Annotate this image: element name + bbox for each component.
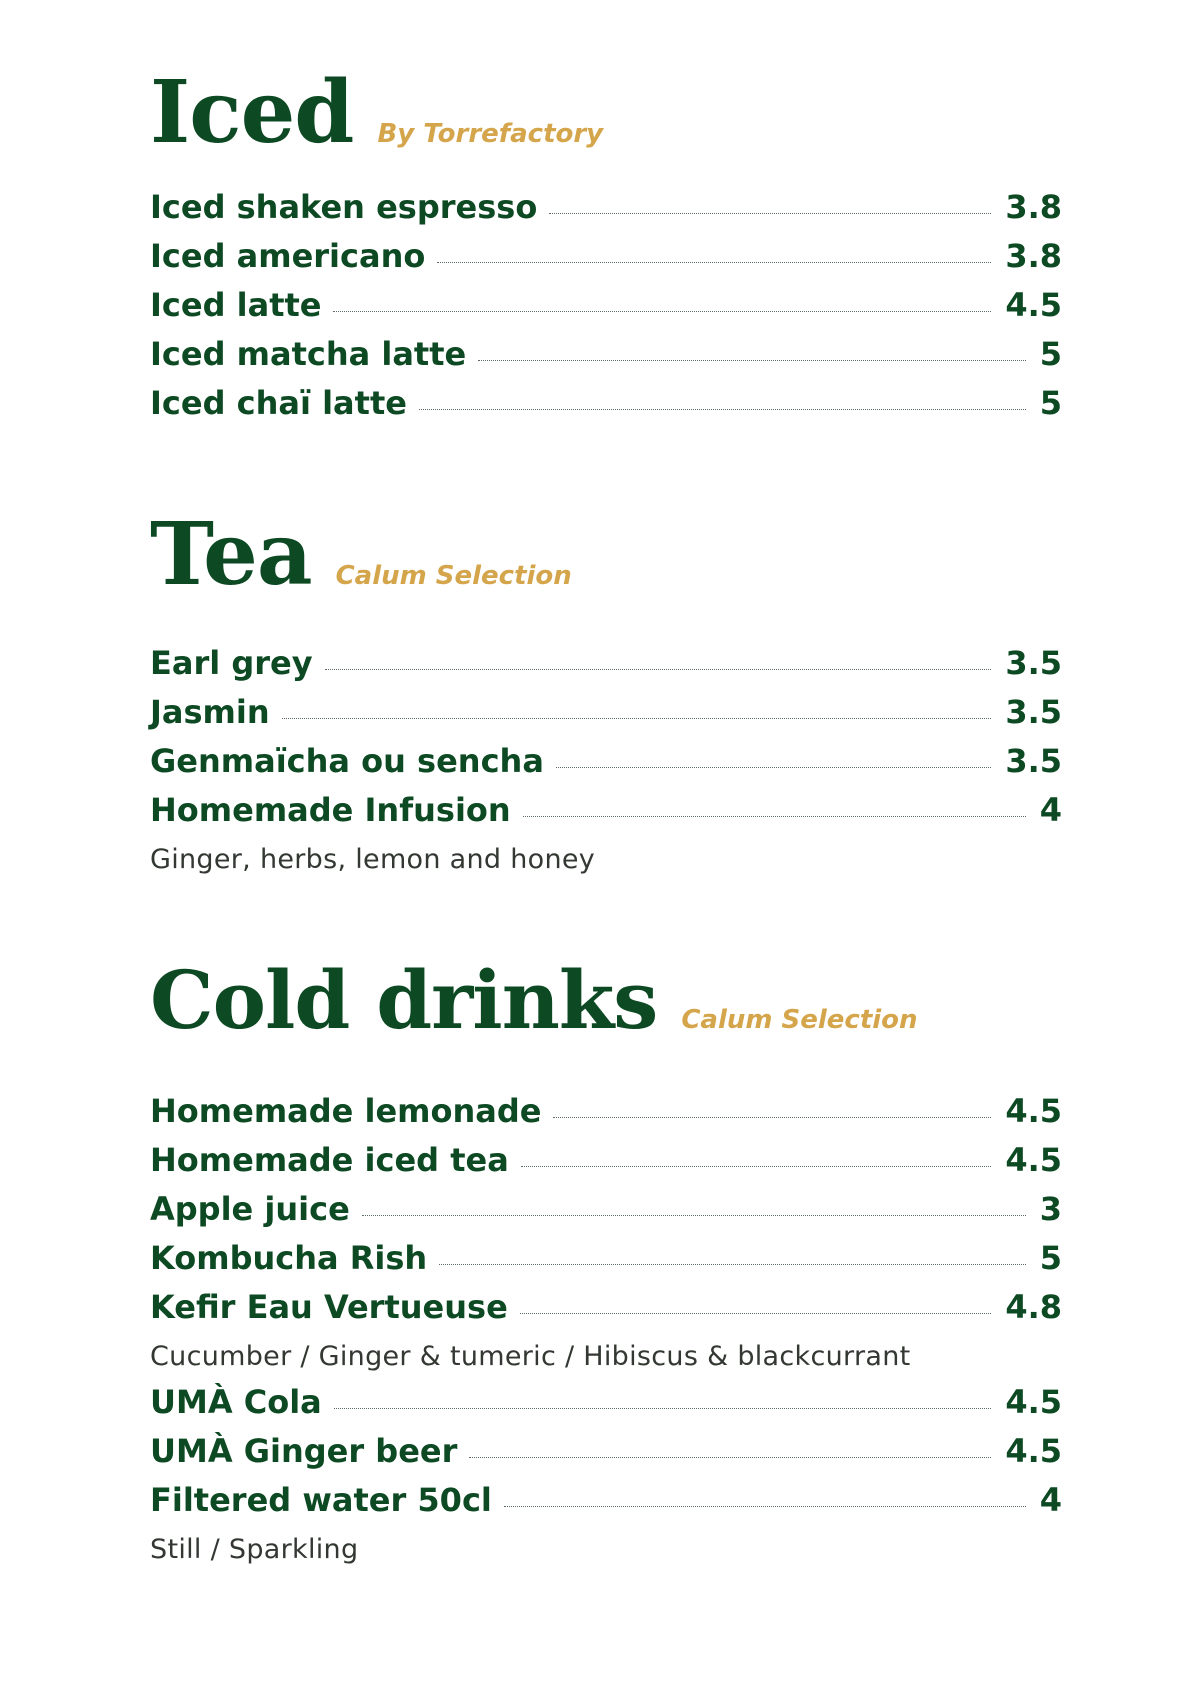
item-name: UMÀ Ginger beer (150, 1432, 458, 1470)
menu-list-tea (150, 644, 1062, 886)
item-price: 5 (1039, 335, 1062, 373)
item-price: 3.5 (1005, 693, 1062, 731)
dot-leader (520, 1313, 992, 1314)
item-name: Homemade lemonade (150, 1092, 542, 1130)
item-price: 3.5 (1005, 742, 1062, 780)
dot-leader (437, 262, 991, 263)
item-price: 4.5 (1005, 1432, 1062, 1470)
menu-item (150, 1141, 1062, 1190)
dot-leader (556, 767, 991, 768)
item-name: Apple juice (150, 1190, 350, 1228)
menu-item (150, 644, 1062, 693)
dot-leader (334, 1408, 992, 1409)
menu-item (150, 693, 1062, 742)
item-price: 5 (1039, 384, 1062, 422)
menu-item (150, 286, 1062, 335)
dot-leader (439, 1264, 1026, 1265)
item-price: 3.8 (1005, 237, 1062, 275)
item-price: 3 (1039, 1190, 1062, 1228)
section-tea-header (150, 504, 1062, 605)
section-subtitle: Calum Selection (681, 1005, 918, 1035)
item-price: 4.5 (1005, 1092, 1062, 1130)
item-price: 4.5 (1005, 1141, 1062, 1179)
dot-leader (553, 1117, 991, 1118)
dot-leader (478, 360, 1026, 361)
section-cold-drinks-header (150, 953, 1062, 1047)
dot-leader (333, 311, 991, 312)
section-title: Tea (150, 504, 312, 605)
section-title: Iced (150, 62, 354, 163)
menu-item (150, 188, 1062, 237)
menu-item (150, 335, 1062, 384)
dot-leader (523, 816, 1026, 817)
menu-item (150, 1190, 1062, 1239)
dot-leader (549, 213, 991, 214)
item-description: Still / Sparkling (150, 1534, 359, 1565)
menu-item (150, 1383, 1062, 1432)
menu-item (150, 1288, 1062, 1337)
menu-item (150, 1481, 1062, 1530)
section-subtitle: Calum Selection (335, 561, 572, 591)
menu-list-cold-drinks (150, 1092, 1062, 1576)
dot-leader (469, 1457, 991, 1458)
item-price: 3.5 (1005, 644, 1062, 682)
item-name: Homemade iced tea (150, 1141, 509, 1179)
item-name: Iced chaï latte (150, 384, 407, 422)
dot-leader (362, 1215, 1026, 1216)
item-name: Jasmin (150, 693, 270, 731)
item-name: Genmaïcha ou sencha (150, 742, 544, 780)
section-iced (150, 62, 1062, 422)
item-name: Iced latte (150, 286, 322, 324)
dot-leader (521, 1166, 992, 1167)
menu-list-iced (150, 188, 1062, 433)
dot-leader (504, 1506, 1026, 1507)
item-name: Homemade Infusion (150, 791, 511, 829)
menu-item (150, 237, 1062, 286)
section-tea (150, 504, 1062, 875)
section-cold-drinks (150, 953, 1062, 1565)
section-title: Cold drinks (150, 953, 658, 1047)
item-price: 3.8 (1005, 188, 1062, 226)
menu-item (150, 742, 1062, 791)
section-iced-header (150, 62, 1062, 163)
menu-item (150, 1092, 1062, 1141)
menu-item (150, 1239, 1062, 1288)
menu-item (150, 384, 1062, 433)
item-price: 5 (1039, 1239, 1062, 1277)
item-name: Filtered water 50cl (150, 1481, 492, 1519)
dot-leader (282, 718, 992, 719)
dot-leader (419, 409, 1026, 410)
item-price: 4 (1039, 791, 1062, 829)
item-name: UMÀ Cola (150, 1383, 322, 1421)
item-price: 4 (1039, 1481, 1062, 1519)
dot-leader (325, 669, 992, 670)
item-price: 4.5 (1005, 1383, 1062, 1421)
item-price: 4.8 (1005, 1288, 1062, 1326)
item-name: Kefir Eau Vertueuse (150, 1288, 508, 1326)
item-name: Iced shaken espresso (150, 188, 538, 226)
item-description: Ginger, herbs, lemon and honey (150, 844, 596, 875)
item-name: Kombucha Rish (150, 1239, 428, 1277)
menu-item (150, 791, 1062, 840)
section-subtitle: By Torrefactory (377, 119, 604, 149)
item-name: Iced matcha latte (150, 335, 467, 373)
item-name: Earl grey (150, 644, 313, 682)
menu-item (150, 1432, 1062, 1481)
item-name: Iced americano (150, 237, 426, 275)
item-price: 4.5 (1005, 286, 1062, 324)
item-description: Cucumber / Ginger & tumeric / Hibiscus & blackcurrant (150, 1341, 911, 1372)
